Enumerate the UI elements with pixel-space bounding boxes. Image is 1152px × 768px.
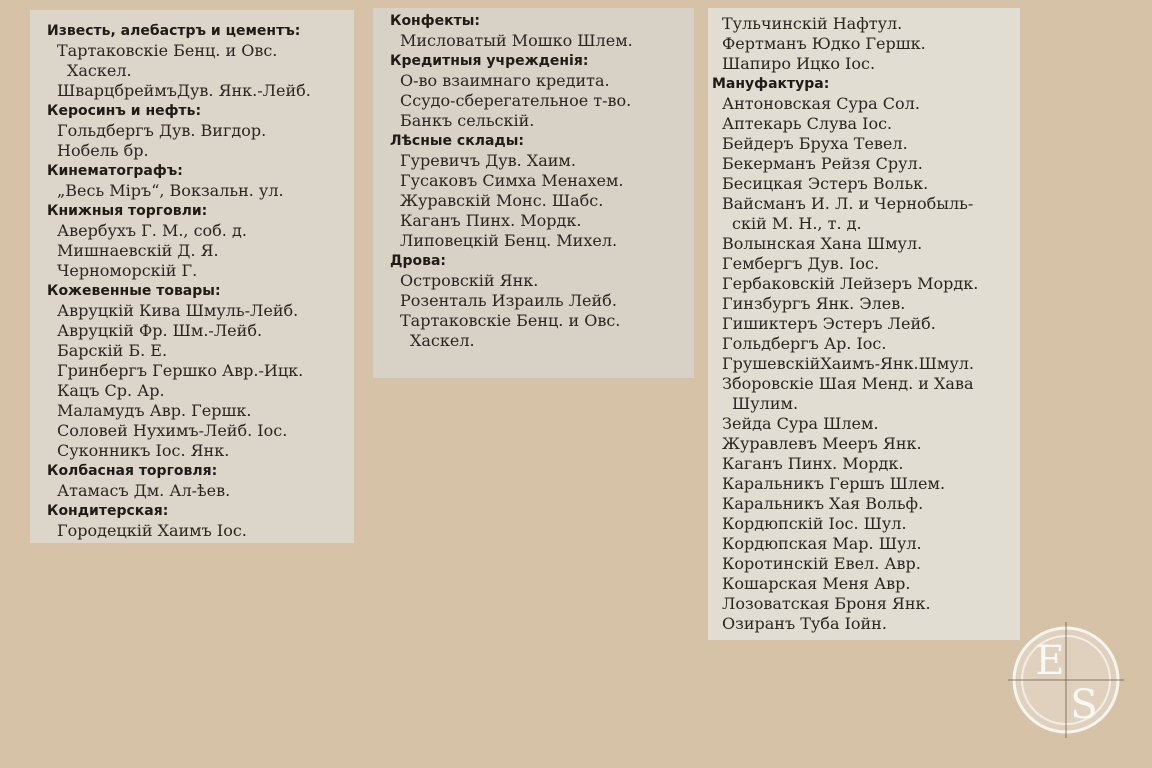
directory-entry: Ссудо-сберегательное т-во. bbox=[400, 91, 632, 110]
category-heading: Колбасная торговля: bbox=[47, 463, 218, 479]
directory-entry: Черноморскій Г. bbox=[57, 261, 198, 280]
directory-entry: Нобель бр. bbox=[57, 141, 149, 160]
directory-entry: Гринбергъ Гершко Авр.-Ицк. bbox=[57, 361, 304, 380]
entry-continuation: скій М. Н., т. д. bbox=[732, 214, 862, 233]
directory-entry: Гербаковскій Лейзеръ Мордк. bbox=[722, 274, 979, 293]
directory-entry: Коротинскій Евел. Авр. bbox=[722, 554, 921, 573]
directory-entry: Лозоватская Броня Янк. bbox=[722, 594, 931, 613]
es-stamp-logo bbox=[1008, 622, 1124, 738]
directory-entry: О-во взаимнаго кредита. bbox=[400, 71, 610, 90]
directory-entry: Зейда Сура Шлем. bbox=[722, 414, 879, 433]
directory-entry: Тартаковскіе Бенц. и Овс. bbox=[57, 41, 278, 60]
directory-entry: Авруцкій Кива Шмуль-Лейб. bbox=[57, 301, 299, 320]
directory-entry: Мишнаевскій Д. Я. bbox=[57, 241, 219, 260]
category-heading: Кондитерская: bbox=[47, 503, 169, 519]
directory-entry: Авруцкій Фр. Шм.-Лейб. bbox=[57, 321, 263, 340]
directory-entry: Банкъ сельскій. bbox=[400, 111, 535, 130]
category-heading: Кредитныя учрежденія: bbox=[390, 53, 589, 69]
directory-entry: Гембергъ Дув. Іос. bbox=[722, 254, 880, 273]
category-heading: Конфекты: bbox=[390, 13, 480, 29]
directory-entry: Розенталь Израиль Лейб. bbox=[400, 291, 617, 310]
stamp-letter-top: E bbox=[1035, 638, 1065, 684]
directory-entry: Бесицкая Эстеръ Вольк. bbox=[722, 174, 929, 193]
directory-entry: Гуревичъ Дув. Хаим. bbox=[400, 151, 576, 170]
directory-entry: Атамасъ Дм. Ал-ѣев. bbox=[57, 481, 231, 500]
directory-entry: Кошарская Меня Авр. bbox=[722, 574, 911, 593]
directory-entry: ГрушевскійХаимъ-Янк.Шмул. bbox=[722, 354, 975, 373]
directory-entry: Гусаковъ Симха Менахем. bbox=[400, 171, 624, 190]
directory-entry: Фертманъ Юдко Гершк. bbox=[722, 34, 926, 53]
category-heading: Дрова: bbox=[390, 253, 447, 269]
category-heading: Лѣсные склады: bbox=[390, 133, 524, 149]
directory-entry: ШварцбреймъДув. Янк.-Лейб. bbox=[57, 81, 311, 100]
directory-entry: Кацъ Ср. Ар. bbox=[57, 381, 165, 400]
directory-entry: Гишиктеръ Эстеръ Лейб. bbox=[722, 314, 936, 333]
directory-entry: Бекерманъ Рейзя Срул. bbox=[722, 154, 923, 173]
directory-entry: Шапиро Ицко Іос. bbox=[722, 54, 876, 73]
category-heading: Кожевенные товары: bbox=[47, 283, 221, 299]
stamp-letter-bottom: S bbox=[1070, 682, 1098, 728]
directory-entry: Островскій Янк. bbox=[400, 271, 539, 290]
directory-entry: Зборовскіе Шая Менд. и Хава bbox=[722, 374, 974, 393]
directory-entry: Кордюпскій Іос. Шул. bbox=[722, 514, 907, 533]
directory-entry: Авербухъ Г. М., соб. д. bbox=[57, 221, 247, 240]
entry-continuation: Шулим. bbox=[732, 394, 799, 413]
directory-entry: Тульчинскій Нафтул. bbox=[722, 14, 903, 33]
directory-entry: Липовецкій Бенц. Михел. bbox=[400, 231, 618, 250]
directory-entry: Журавскій Монс. Шабс. bbox=[400, 191, 604, 210]
directory-entry: Журавлевъ Мееръ Янк. bbox=[722, 434, 922, 453]
category-heading: Керосинъ и нефть: bbox=[47, 103, 202, 119]
category-heading: Книжныя торговли: bbox=[47, 203, 208, 219]
directory-entry: Городецкій Хаимъ Іос. bbox=[57, 521, 247, 540]
directory-entry: Аптекарь Слува Іос. bbox=[722, 114, 893, 133]
category-heading: Кинематографъ: bbox=[47, 163, 183, 179]
directory-entry: Каганъ Пинх. Мордк. bbox=[400, 211, 582, 230]
directory-entry: Каганъ Пинх. Мордк. bbox=[722, 454, 904, 473]
directory-entry: Мисловатый Мошко Шлем. bbox=[400, 31, 633, 50]
directory-entry: Волынская Хана Шмул. bbox=[722, 234, 923, 253]
directory-entry: Озиранъ Туба Іойн. bbox=[722, 614, 887, 633]
directory-entry: Гольдбергъ Дув. Вигдор. bbox=[57, 121, 267, 140]
category-heading: Мануфактура: bbox=[712, 76, 830, 92]
directory-entry: Соловей Нухимъ-Лейб. Іос. bbox=[57, 421, 288, 440]
directory-entry: Суконникъ Іос. Янк. bbox=[57, 441, 230, 460]
directory-entry: Каральникъ Гершъ Шлем. bbox=[722, 474, 946, 493]
directory-entry: Каральникъ Хая Вольф. bbox=[722, 494, 924, 513]
entry-continuation: Хаскел. bbox=[67, 61, 132, 80]
directory-entry: Бейдеръ Бруха Тевел. bbox=[722, 134, 908, 153]
directory-entry: Барскій Б. Е. bbox=[57, 341, 168, 360]
directory-entry: Маламудъ Авр. Гершк. bbox=[57, 401, 252, 420]
directory-entry: „Весь Міръ“, Вокзальн. ул. bbox=[57, 181, 284, 200]
directory-entry: Вайсманъ И. Л. и Чернобыль- bbox=[722, 194, 974, 213]
entry-continuation: Хаскел. bbox=[410, 331, 475, 350]
directory-entry: Антоновская Сура Сол. bbox=[722, 94, 920, 113]
directory-entry: Кордюпская Мар. Шул. bbox=[722, 534, 922, 553]
directory-entry: Тартаковскіе Бенц. и Овс. bbox=[400, 311, 621, 330]
category-heading: Известь, алебастръ и цементъ: bbox=[47, 23, 301, 39]
directory-entry: Гинзбургъ Янк. Элев. bbox=[722, 294, 906, 313]
directory-entry: Гольдбергъ Ар. Іос. bbox=[722, 334, 887, 353]
